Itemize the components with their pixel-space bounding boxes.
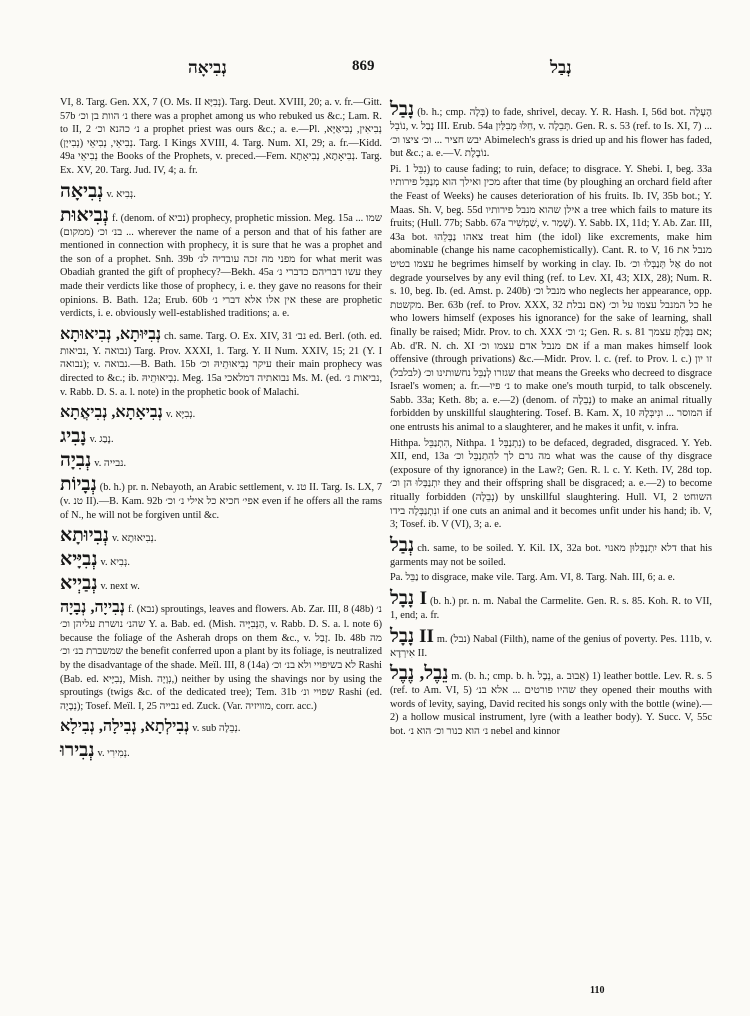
entry-body: Hithpa. הִתְנַבֵּל, Nithpa. נִתְנַבֵּל 1) to be defaced, degraded, disgraced. Y. Yeb. XII, end, 13a מה גרם לך להִתְנַבֵּל וכ׳ what was the cause of thy disgrace (exposure of thy ignorance) in the Law?; Gen. R. l. c. Y. Keth. IV, 28d top. יִתְנַבְּלוּ הן וכ׳ they and their offspring shall be disgraced; a. e.—2) to become ritually forbidden (נְבֵלָה) by unskillful slaughtering. Hull. VI, 2 השוחט ונִתְנַבְּלָה בידו if one cuts an animal and it becomes unfit under his hand; ib. V, 3; Tosef. ib. V (VI), 3; a. e. [390, 437, 713, 531]
entry-headword: נְבִיָה [60, 450, 92, 472]
entry-headword: נְבִייָה, נְבָיָה [60, 599, 125, 617]
entry-headword: נְבַיְיא [60, 573, 98, 595]
page-number: 869 [352, 58, 375, 74]
header-left-guideword: נְבִיאָה [188, 58, 227, 77]
running-header [0, 58, 750, 84]
dictionary-entry [390, 437, 712, 532]
dictionary-entry [390, 571, 712, 585]
entry-headword: נָבָל I [390, 588, 427, 609]
entry-headword: נְבָיוֹת [60, 474, 97, 496]
entry-body: m. (נבל) Nabal (Filth), name of the genius of poverty. Pes. 111b, v. אִירְדָא II. [390, 633, 712, 659]
dictionary-entry [60, 96, 382, 178]
entry-headword: נֵבֶל, נֶבֶל [390, 663, 449, 685]
entry-body: v. נְבִיאוּתָא. [111, 533, 157, 545]
dictionary-entry [60, 598, 382, 713]
entry-body: VI, 8. Targ. Gen. XX, 7 (O. Ms. II נְבִיָּא). Targ. Deut. XVIII, 20; a. v. fr.—Gitt. 57b נ׳ הוות בן וכ׳ there was a prophet among us who rebuked us &c.; Lam. R. to II, 2 נ׳ כהנא וכ׳ a prophet priest was ours &c.; a. e.—Pl. נְבִיאִין, נְבִיאַיָּא, נְבִיאֵי, נְבִיאֵי (נְבִייָן). Targ. I Kings XVIII, 4. Targ. Num. XI, 29; a. fr.—Kidd. 49a נְבִיאֵי the Books of the Prophets, v. preced.—Fem. נְבִיאָתָא, נְבִיאָתָא. Targ. Ex. XV, 20. Targ. Jud. IV, 4; a. fr. [60, 97, 383, 176]
entry-body: ch. same, to be soiled. Y. Kil. IX, 32a bot. דלא יִתְנַבְּלוּן מאנוי that his garments may not be soiled. [390, 542, 712, 568]
entry-headword: נְבִיאוּת [60, 204, 109, 226]
dictionary-entry [60, 451, 382, 471]
entry-body: Pi. נִבֵּל 1) to cause fading; to ruin, deface; to disgrace. Y. Shebi. I, beg. 33a מכין ואילך הוא מְנַבֵּל פירותיו after that time (by ploughing an orchard field after the Feast of Weeks) he causes deterioration of his fruits. Ib. IV, 35b bot.; Y. Maas. Sh. V, beg. 55d אילן שהוא מנבל פירותיו a tree which fails to mature its fruits; (Hull. 77b; Sabb. 67a שַׁמְשִׁיר, v. שָׁמַר). Y. Sabb. IX, 11d; Y. Ab. Zar. III, 43a bot. צאהו נַבְּלֵהוּ treat him (the idol) like excrements, make him abominable (change his name cacophemistically). Cant. R. to V, 16 מנבל את עצמו בטיט he begrimes himself by working in clay. Ib. אַל תְּנַבְּלוּ וכ׳ do not degrade yourselves by any evil thing (ref. to Lev. XI, 43; XIX, 28); Num. R. s. 10, beg. Ib. (ed. Amst. p. 240b) מנבל וכ׳ who neglects her appearance, opp. מקשטת. Ber. 63b (ref. to Prov. XXX, 32 אם נבלת) כל המנבל עצמו על וכ׳ he who lowers himself (exposes his ignorance) for the sake of learning, shall finally be raised; Midr. Prov. to ch. XXX נ׳ וכ׳; Gen. R. s. 81 אם נִבַּלְתָּ עצמך; Ab. d'R. N. ch. XI אם מנבל אדם עצמו וכ׳ if a man makes himself look offensive (through privations) &c.—Midr. Prov. l. c. (ref. to Prov. l. c.) זו יון שגזרו לְנַבֵּל נחשותינו וכ׳ (לבלבל) that means the Greeks who decreed to disgrace Israel's women; a. fr.—נ׳ פיו to make one's mouth turpid, to talk obscenely. Sabb. 33a; Keth. 8b; a. e.—2) (denom. of נְבֵלָה) to make an animal ritually forbidden by unskillful slaughtering. Tosef. B. Kam. X, 10 המוסר ... ונִיבְּלָהּ if one entrusts his animal to a slaughterer, and he makes it unfit, v. infra. [390, 163, 713, 434]
entry-body: m. (b. h.; cmp. b. h. נְבֶל, a. אֵבוּב) 1) leather bottle. Lev. R. s. 5 (ref. to Am. VI, 5) שהיו פורטים ... אלא בנ׳ they opened their mouths with words of levity, saying, David recited his songs only with the bottle (wine).—2) a hollow musical instrument, lyre (with a leather body). Y. Succ. V, 55c bot. נ׳ הוא כנור וכ׳ הוא נ׳ nebel and kinnor [390, 671, 712, 737]
entry-body: v. next w. [100, 581, 140, 593]
entry-body: Pa. נַבֵּל to disgrace, make vile. Targ. Am. VI, 8. Targ. Nah. III, 6; a. e. [390, 572, 675, 584]
signature-mark: 110 [590, 985, 605, 996]
right-column [390, 96, 712, 741]
dictionary-entry [60, 526, 382, 546]
entry-headword: נָבִיג [60, 426, 87, 448]
dictionary-entry [390, 627, 712, 661]
dictionary-entry [390, 163, 712, 435]
dictionary-entry [390, 589, 712, 623]
dictionary-entry [60, 717, 382, 737]
dictionary-entry [390, 536, 712, 570]
header-right-guideword: נְבַל [550, 58, 572, 77]
dictionary-entry [60, 475, 382, 522]
entry-headword: נְבִיּוּתָא, נְבִיאוּתָא [60, 325, 162, 343]
dictionary-entry [60, 574, 382, 594]
entry-headword: נָבַל [390, 99, 415, 120]
entry-body: (b. h.) pr. n. m. Nabal the Carmelite. Gen. R. s. 85. Koh. R. to VII, 1, end; a. fr. [390, 596, 712, 621]
entry-headword: נְבִיוּתָא [60, 525, 109, 547]
entry-body: v. נָבַג. [89, 434, 114, 446]
dictionary-entry [60, 206, 382, 321]
dictionary-entry [60, 427, 382, 447]
dictionary-entry [390, 664, 712, 738]
entry-body: v. נְבִיא. [100, 557, 130, 569]
entry-body: (b. h.) pr. n. Nebayoth, an Arabic settlement, v. טנ II. Targ. Is. LX, 7 (v. טנ II).—B. Kam. 92b אפי׳ חכיא כל אילי נ׳ וכ׳ even if he offers all the rams of N., he will not be forgiven until &c. [60, 482, 382, 521]
entry-body: v. sub נְבֵלָה. [192, 723, 241, 735]
entry-headword: נָבָל II [390, 625, 434, 647]
left-column [60, 96, 382, 763]
dictionary-entry [60, 550, 382, 570]
entry-body: v. נבייה. [94, 458, 127, 470]
entry-body: ch. same. Targ. O. Ex. XIV, 31 נב׳ ed. Berl. (oth. ed. נביאות, Y. נבואה) Targ. Prov. XXXI, 1. Targ. Y. II Num. XXIV, 15; 21 (Y. I נבואה); v. נבואה.—B. Bath. 15b עיקר נְבִיאוּתֵיהּ וכ׳ their main prophecy was directed to &c.; ib. נִבְיאוּתֵיהּ. Meg. 15a נבואתיה דמלאכי Ms. M. (ed. נביאות נ׳, v. Rabb. D. S. a. l. note) in the prophetic book of Malachi. [60, 330, 383, 398]
entry-headword: נְבִירוּ [60, 740, 95, 762]
entry-headword: נְבַל [390, 534, 415, 556]
dictionary-entry [60, 741, 382, 761]
entry-body: f. (נבא) sproutings, leaves and flowers. Ab. Zar. III, 8 (48b) נ׳ שהנ׳ נושרת עליהן וכ׳ Y. a. Bab. ed. (Mish. הַנְּבִיָּיה, v. Rabb. D. S. a. l. note 6) because the foliage of the Asherah drops on them &c., v. זָבַל. Ib. 48b מה שמשברת בנ׳ וכ׳ the benefit conferred upon a plant by its foliage, is neutralized by the disadvantage of the shade. Meïl. III, 8 (14a) לא בשיפויי ולא בנ׳ וכ׳ Rashi (Bab. ed. נְבִיָּיא, Mish. נְוָיָה,) neither by using the shavings nor by using the sproutings (twigs &c. of the dedicated tree); Tem. 31b שפויי ונ׳ Rashi (ed. נְבָיָה); Tosef. Meïl. I, 25 נבייה ed. Zuck. (Var. מוויזיה, corr. acc.) [60, 604, 383, 712]
entry-body: v. נְמִירִי. [97, 748, 130, 760]
dictionary-entry [60, 182, 382, 202]
entry-body: v. נְבִיא. [106, 188, 136, 200]
dictionary-entry [60, 325, 382, 399]
dictionary-entry [60, 403, 382, 423]
entry-headword: נְבִיאָתָא, נְבִיאֲתָא [60, 404, 163, 422]
entry-headword: נְבִיָּיא [60, 549, 98, 571]
entry-body: v. נְבִיָּא. [165, 409, 196, 421]
entry-body: (b. h.; cmp. בְּלָה) to fade, shrivel, decay. Y. R. Hash. I, 56d bot. הֶעָלָה נוֹבֵל, v. נָבַל III. Erub. 54a חִלּוּ מְבִלַּיִן, v. תְּבֵלָה. Gen. R. s. 53 (ref. to Is. XI, 7) ... יבש חציר ... וכ׳ ציצו וכ׳ Abimelech's grass is dried up and his flower has faded, but &c.; a. e.—V. נוֹבֶלֶת. [390, 107, 713, 160]
entry-body: f. (denom. of נביא) prophecy, prophetic mission. Meg. 15a ... שמו ... בנ׳ וכ׳ (ממקום) wherever the name of a person and that of his father are mentioned in connection with prophecy, it is sure that he was a prophet and the son of a prophet. Snh. 39b מפני מה זכה עובדיה לנ׳ for what merit was Obadiah granted the gift of prophecy?—Bekh. 45a עשו דבריהם כדברי נ׳ they made their verdicts like those of prophecy, i. e. they gave no reasons for their opinions. B. Bath. 12a; Erub. 60b אין אלו אלא דברי נ׳ these are prophetic verdicts, i. e. obviously well-established traditions; a. e. [60, 212, 383, 320]
dictionary-entry [390, 100, 712, 161]
entry-headword: נְבִיאָה [60, 180, 104, 202]
entry-headword: נְבִילְתָא, נְבִילָה, נְבִילָא [60, 718, 190, 736]
